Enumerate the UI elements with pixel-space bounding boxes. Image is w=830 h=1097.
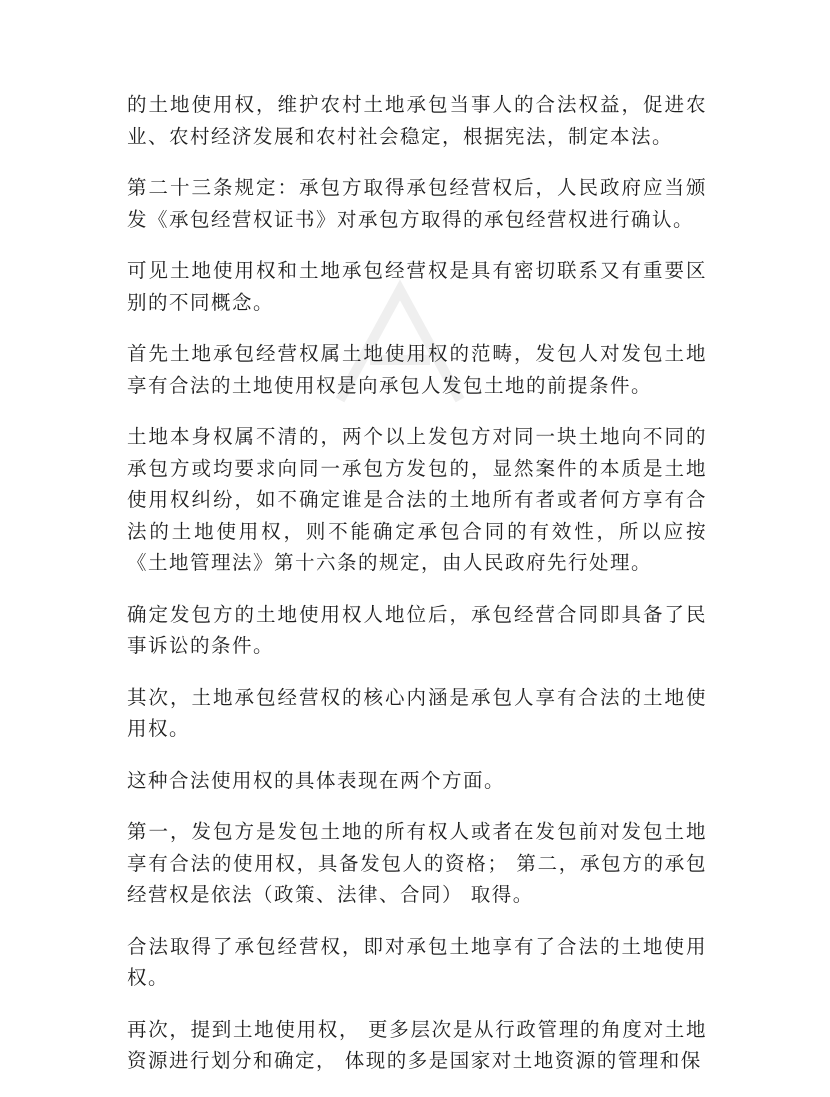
paragraph-7: 其次，土地承包经营权的核心内涵是承包人享有合法的土地使用权。 bbox=[127, 685, 707, 740]
paragraph-11: 再次，提到土地使用权， 更多层次是从行政管理的角度对土地资源进行划分和确定， 体现的多是国家对土地资源的管理和保 bbox=[127, 1017, 707, 1072]
paragraph-6: 确定发包方的土地使用权人地位后，承包经营合同即具备了民事诉讼的条件。 bbox=[127, 602, 707, 657]
document-body bbox=[127, 89, 707, 1097]
paragraph-5: 土地本身权属不清的，两个以上发包方对同一块土地向不同的承包方或均要求向同一承包方发包的，显然案件的本质是土地使用权纠纷，如不确定谁是合法的土地所有者或者何方享有合法的土地使用权，则不能确定承包合同的有效性，所以应按《土地管理法》第十六条的规定，由人民政府先行处理。 bbox=[127, 425, 707, 574]
paragraph-1: 的土地使用权，维护农村土地承包当事人的合法权益，促进农业、农村经济发展和农村社会稳定，根据宪法，制定本法。 bbox=[127, 93, 707, 148]
paragraph-10: 合法取得了承包经营权，即对承包土地享有了合法的土地使用权。 bbox=[127, 934, 707, 989]
paragraph-9: 第一，发包方是发包土地的所有权人或者在发包前对发包土地享有合法的使用权，具备发包人的资格； 第二，承包方的承包经营权是依法（政策、法律、合同） 取得。 bbox=[127, 820, 707, 906]
paragraph-4: 首先土地承包经营权属土地使用权的范畴，发包人对发包土地享有合法的土地使用权是向承包人发包土地的前提条件。 bbox=[127, 342, 707, 397]
paragraph-2: 第二十三条规定：承包方取得承包经营权后，人民政府应当颁发《承包经营权证书》对承包方取得的承包经营权进行确认。 bbox=[127, 176, 707, 231]
paragraph-8: 这种合法使用权的具体表现在两个方面。 bbox=[127, 768, 506, 792]
paragraph-3: 可见土地使用权和土地承包经营权是具有密切联系又有重要区别的不同概念。 bbox=[127, 259, 707, 314]
